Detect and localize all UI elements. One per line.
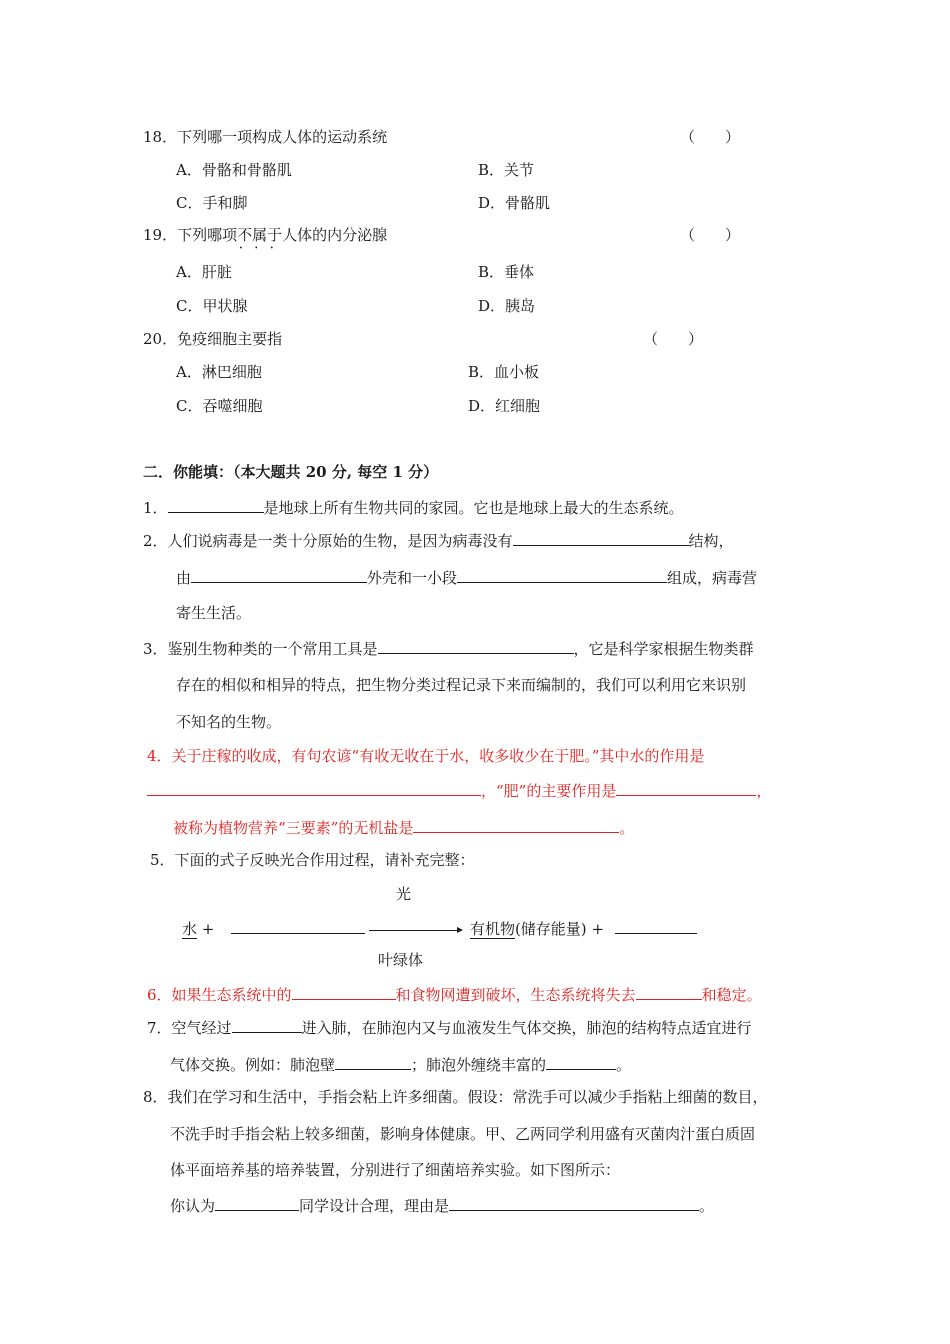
fill-q4-text-c: 被称为植物营养“三要素”的无机盐是 — [173, 819, 414, 837]
fill-q5-blank2[interactable] — [615, 918, 697, 934]
fill-q2-text-e: 组成，病毒营 — [667, 569, 758, 587]
q19-stem — [143, 225, 387, 245]
fill-q5-energy: (储存能量) — [514, 920, 587, 938]
fill-q8-blank1[interactable] — [215, 1195, 299, 1211]
fill-q7-text-d: ；肺泡外缠绕丰富的 — [411, 1056, 547, 1074]
fill-q1-num: 1． — [143, 499, 168, 517]
fill-q4-blank1[interactable] — [147, 780, 481, 796]
fill-q8-blank2[interactable] — [449, 1195, 699, 1211]
fill-q1 — [143, 497, 684, 518]
fill-q7-text-c: 气体交换。例如：肺泡壁 — [170, 1056, 336, 1074]
q18-answer-paren: （ ） — [680, 128, 741, 146]
fill-q7-blank2[interactable] — [335, 1054, 411, 1070]
fill-q8-line2: 不洗手时手指会粘上较多细菌，影响身体健康。甲、乙两同学利用盛有灭菌肉汁蛋白质固 — [170, 1125, 756, 1143]
fill-q8-line3: 体平面培养基的培养装置，分别进行了细菌培养实验。如下图所示： — [170, 1161, 621, 1179]
q20-option-b: B．血小板 — [468, 363, 540, 381]
fill-q2-blank1[interactable] — [513, 530, 689, 546]
q19-option-a: A．肝脏 — [176, 263, 232, 281]
fill-q7-text-e: 。 — [616, 1056, 632, 1074]
q19-answer-paren: （ ） — [680, 226, 741, 244]
fill-q7-text-b: 进入肺，在肺泡内又与血液发生气体交换，肺泡的结构特点适宜进行 — [301, 1019, 752, 1037]
q20-answer-paren: （ ） — [643, 330, 704, 348]
q19-option-b: B．垂体 — [478, 263, 535, 281]
q19-stem-post: 人体的内分泌腺 — [282, 226, 388, 244]
fill-q6-text-a: 6．如果生态系统中的 — [147, 986, 292, 1004]
q20-option-c: C．吞噬细胞 — [176, 397, 263, 415]
q20-option-a: A．淋巴细胞 — [176, 363, 262, 381]
fill-q4-line1: 4．关于庄稼的收成，有句农谚“有收无收在于水，收多收少在于肥。”其中水的作用是 — [147, 747, 705, 765]
q19-option-d: D．胰岛 — [478, 297, 536, 315]
fill-q2-blank3[interactable] — [457, 567, 667, 583]
q20-option-d: D．红细胞 — [468, 397, 541, 415]
fill-q8-text-a: 你认为 — [170, 1197, 216, 1215]
fill-q3-line2: 存在的相似和相异的特点，把生物分类过程记录下来而编制的，我们可以利用它来识别 — [176, 676, 747, 694]
fill-q7-text-a: 7．空气经过 — [147, 1019, 232, 1037]
fill-q3-text-a: 3．鉴别生物种类的一个常用工具是 — [143, 640, 378, 658]
fill-q4-line2 — [147, 780, 771, 801]
fill-q5-plus2: + — [591, 920, 605, 938]
q19-emphasis: 不属于 • • • — [237, 226, 282, 244]
fill-q6-blank1[interactable] — [292, 984, 396, 1000]
fill-q2-text-c: 由 — [176, 569, 192, 587]
q19-option-c: C．甲状腺 — [176, 297, 248, 315]
q18-option-a: A．骨骼和骨骼肌 — [176, 161, 292, 179]
fill-q3-text-b: ，它是科学家根据生物类群 — [573, 640, 754, 658]
fill-q4-blank2[interactable] — [616, 780, 756, 796]
fill-q2-line2 — [176, 567, 757, 588]
fill-q5-blank1[interactable] — [231, 918, 365, 934]
fill-q4-line3 — [173, 817, 634, 838]
fill-q2-line3: 寄生生活。 — [176, 604, 252, 622]
fill-q5-arrow-icon — [369, 930, 461, 931]
fill-q8-line1: 8．我们在学习和生活中，手指会粘上许多细菌。假设：常洗手可以减少手指粘上细菌的数目， — [143, 1088, 768, 1106]
fill-q5-equation — [182, 918, 697, 939]
fill-q6-text-c: 和稳定。 — [701, 986, 762, 1004]
fill-q3-line1 — [143, 638, 754, 659]
fill-q2-text-d: 外壳和一小段 — [367, 569, 458, 587]
fill-q1-text: 是地球上所有生物共同的家园。它也是地球上最大的生态系统。 — [263, 499, 684, 517]
q18-option-c: C．手和脚 — [176, 194, 248, 212]
fill-q3-line3: 不知名的生物。 — [176, 713, 282, 731]
fill-q3-blank1[interactable] — [378, 638, 574, 654]
fill-q5-organic: 有机物 — [469, 920, 515, 938]
q18-stem: 18．下列哪一项构成人体的运动系统 — [143, 128, 388, 146]
fill-q7-line1 — [147, 1017, 752, 1038]
fill-q6-text-b: 和食物网遭到破坏，生态系统将失去 — [395, 986, 636, 1004]
fill-q1-blank[interactable] — [168, 497, 264, 513]
fill-q2-text-b: 结构， — [688, 532, 734, 550]
fill-q8-text-c: 。 — [699, 1197, 715, 1215]
fill-q8-line4 — [170, 1195, 714, 1216]
fill-q6-blank2[interactable] — [636, 984, 702, 1000]
fill-q5-light-label: 光 — [396, 885, 412, 903]
fill-q7-line2 — [170, 1054, 631, 1075]
fill-q5-chloroplast-label: 叶绿体 — [378, 951, 424, 969]
fill-q6 — [147, 984, 762, 1005]
fill-q4-text-d: 。 — [619, 819, 635, 837]
fill-q5-plus1: + — [201, 920, 215, 938]
fill-q2-blank2[interactable] — [191, 567, 367, 583]
fill-q2-line1 — [143, 530, 734, 551]
fill-q7-blank1[interactable] — [232, 1017, 302, 1033]
fill-q2-text-a: 2．人们说病毒是一类十分原始的生物，是因为病毒没有 — [143, 532, 513, 550]
fill-q4-text-b: ， — [756, 782, 772, 800]
section-title: 二．你能填：（本大题共 20 分, 每空 1 分） — [143, 463, 439, 481]
q18-option-d: D．骨骼肌 — [478, 194, 551, 212]
fill-q5-text: 5．下面的式子反映光合作用过程，请补充完整： — [150, 851, 475, 869]
q18-option-b: B．关节 — [478, 161, 535, 179]
fill-q7-blank3[interactable] — [546, 1054, 616, 1070]
q20-stem: 20．免疫细胞主要指 — [143, 330, 283, 348]
q19-stem-pre: 19．下列哪项 — [143, 226, 238, 244]
fill-q4-text-a: ，“肥”的主要作用是 — [481, 782, 617, 800]
fill-q8-text-b: 同学设计合理，理由是 — [299, 1197, 450, 1215]
fill-q5-water: 水 — [182, 920, 198, 938]
fill-q4-blank3[interactable] — [413, 817, 619, 833]
